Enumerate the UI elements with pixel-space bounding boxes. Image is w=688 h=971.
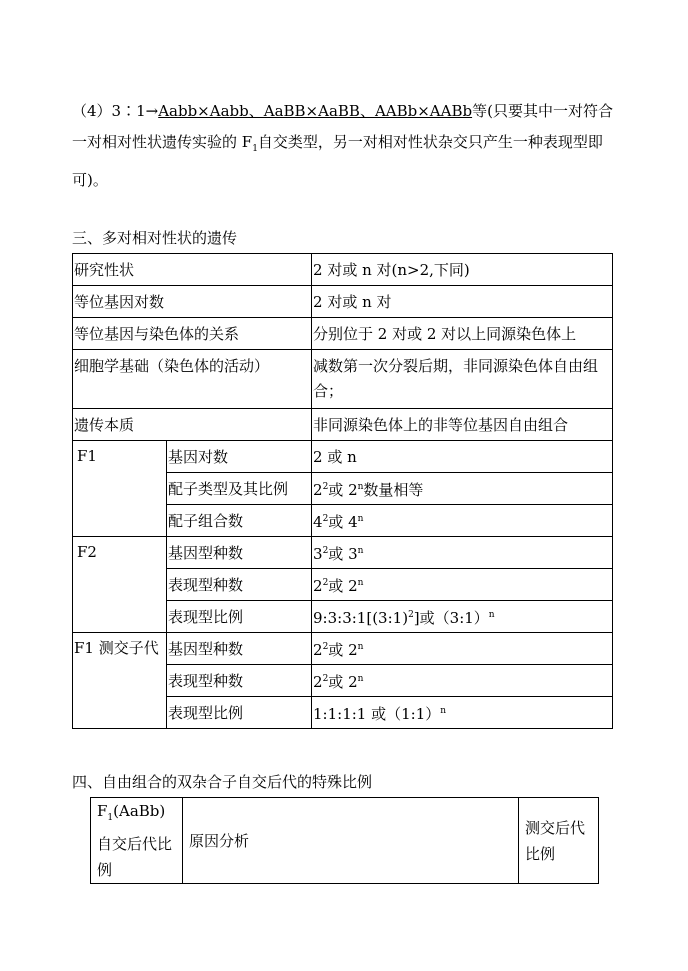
table-row — [73, 409, 613, 441]
table-row — [73, 318, 613, 350]
intro-line1-suffix: 等(只要其中一对符合一对相对性状遗传实验的 F — [72, 102, 613, 151]
item-value: $4^2$或 4$^n$ — [312, 505, 613, 537]
table-row — [73, 286, 613, 318]
header-f1-ratio: $F_1(AaBb)$自交后代比例 — [91, 798, 183, 884]
table-row — [73, 633, 613, 665]
special-ratio-table — [90, 797, 599, 884]
item-label: 配子类型及其比例 — [167, 473, 312, 505]
row-label: 遗传本质 — [73, 409, 312, 441]
group-label-testcross: F1 测交子代 — [73, 633, 167, 729]
intro-sub: 1 — [252, 144, 258, 154]
item-label: 基因型种数 — [167, 537, 312, 569]
item-value: $2^2$或 2$^n$ — [312, 665, 613, 697]
intro-paragraph — [72, 96, 620, 196]
table-row — [73, 254, 613, 286]
item-label: 基因型种数 — [167, 633, 312, 665]
row-label: 等位基因与染色体的关系 — [73, 318, 312, 350]
item-value: 2 或 n — [312, 441, 613, 473]
item-value: 1:1:1:1 或（1:1）$^n$ — [312, 697, 613, 729]
row-label: 研究性状 — [73, 254, 312, 286]
intro-crosses: Aabb×Aabb、AaBB×AaBB、AABb×AABb — [158, 102, 473, 120]
row-value: 2 对或 n 对 — [312, 286, 613, 318]
item-value: 9:3:3:1[(3:1)$^2$]或（3:1）$^n$ — [312, 601, 613, 633]
group-label-f1: F1 — [73, 441, 167, 537]
table-row — [73, 537, 613, 569]
row-value: 分别位于 2 对或 2 对以上同源染色体上 — [312, 318, 613, 350]
item-value: $2^2$或 2$^n$ — [312, 569, 613, 601]
intro-prefix: （4）3∶1→ — [72, 102, 159, 120]
header-testcross-ratio: 测交后代比例 — [519, 798, 599, 884]
intro-rest: 自交类型，另一对相对性状杂交只产生一种表现型即可)。 — [72, 133, 603, 189]
table-row — [73, 350, 613, 409]
item-value: $3^2$或 3$^n$ — [312, 537, 613, 569]
row-label: 细胞学基础（染色体的活动） — [73, 350, 312, 409]
row-label: 等位基因对数 — [73, 286, 312, 318]
row-value: 减数第一次分裂后期，非同源染色体自由组合； — [312, 350, 613, 409]
table-header-row — [91, 798, 599, 884]
section3-heading: 三、多对相对性状的遗传 — [72, 229, 238, 247]
item-label: 表现型种数 — [167, 665, 312, 697]
section4-heading: 四、自由组合的双杂合子自交后代的特殊比例 — [72, 773, 373, 791]
item-label: 表现型比例 — [167, 601, 312, 633]
item-label: 表现型比例 — [167, 697, 312, 729]
item-value: $2^2$或 2$^n$数量相等 — [312, 473, 613, 505]
multi-trait-table — [72, 253, 613, 729]
item-label: 表现型种数 — [167, 569, 312, 601]
header-cause-analysis: 原因分析 — [183, 798, 519, 884]
table-row — [73, 441, 613, 473]
item-value: $2^2$或 2$^n$ — [312, 633, 613, 665]
item-label: 配子组合数 — [167, 505, 312, 537]
row-value: 2 对或 n 对(n>2,下同) — [312, 254, 613, 286]
row-value: 非同源染色体上的非等位基因自由组合 — [312, 409, 613, 441]
item-label: 基因对数 — [167, 441, 312, 473]
group-label-f2: F2 — [73, 537, 167, 633]
